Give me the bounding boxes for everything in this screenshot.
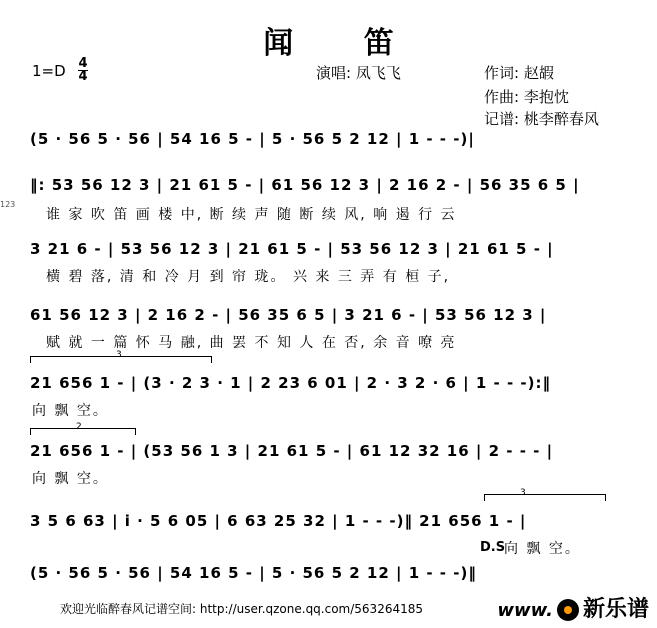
- notation-line: 61 56 12 3 | 2 16 2 - | 56 35 6 5 | 3 21 6 - | 53 56 12 3 |: [30, 306, 547, 324]
- notation-line: (5 · 56 5 · 56 | 54 16 5 - | 5 · 56 5 2 12 | 1 - - -)|: [30, 130, 475, 148]
- singer-name: 凤飞飞: [355, 64, 401, 82]
- lyricist-label: 作词:: [484, 64, 520, 82]
- singer-credit: [316, 62, 401, 83]
- notation-line: 21 656 1 - | (3 · 2 3 · 1 | 2 23 6 01 | 2 · 3 2 · 6 | 1 - - -):‖: [30, 374, 551, 392]
- lyric-line: 向 飘 空。: [504, 541, 581, 557]
- notation-line: 21 656 1 - | (53 56 1 3 | 21 61 5 - | 61 12 32 16 | 2 - - - |: [30, 442, 554, 460]
- lyric-line: 向 飘 空。: [32, 471, 109, 487]
- time-signature: [78, 58, 88, 83]
- brand-name: 新乐谱: [582, 597, 649, 622]
- tuplet-bracket: [30, 428, 136, 435]
- ds-marking: D.S: [480, 540, 506, 555]
- time-signature-top: 4: [78, 56, 88, 71]
- score-row-2: [0, 236, 657, 296]
- transcriber-credit: [484, 108, 599, 129]
- brand-www: www.: [497, 600, 553, 621]
- lyric-line: 横 碧 落, 清 和 冷 月 到 帘 珑。 兴 来 三 弄 有 桓 子,: [46, 269, 451, 285]
- tuplet-bracket: [484, 494, 606, 501]
- notation-line: (5 · 56 5 · 56 | 54 16 5 - | 5 · 56 5 2 12 | 1 - - -)‖: [30, 564, 477, 582]
- tuplet-number: 3: [520, 488, 526, 498]
- score-row-4: [0, 370, 657, 430]
- verse-numbers: 123: [0, 200, 16, 209]
- lyric-line: 向 飘 空。: [32, 403, 109, 419]
- score-row-5: [0, 438, 657, 498]
- lyricist-name: 赵嘏: [523, 64, 554, 82]
- singer-label: 演唱:: [316, 64, 352, 82]
- transcriber-label: 记谱:: [484, 110, 520, 128]
- page-title: 闻 笛: [263, 26, 424, 61]
- site-brand: [497, 592, 649, 623]
- tuplet-number: 3: [116, 350, 122, 360]
- score-row-6: [0, 508, 657, 568]
- score-row-1: [0, 172, 657, 232]
- score-row-3: [0, 302, 657, 362]
- time-signature-bottom: 4: [78, 69, 88, 84]
- tuplet-number: 2: [76, 422, 82, 432]
- notation-line: 3 5 6 63 | i · 5 6 05 | 6 63 25 32 | 1 - - -)‖ 21 656 1 - |: [30, 512, 527, 530]
- transcriber-name: 桃李醉春风: [523, 110, 599, 128]
- footer-credit: 欢迎光临醉春风记谱空间: http://user.qzone.qq.com/563264185: [60, 602, 424, 616]
- composer-label: 作曲:: [484, 88, 520, 106]
- notation-line: 3 21 6 - | 53 56 12 3 | 21 61 5 - | 53 56 12 3 | 21 61 5 - |: [30, 240, 554, 258]
- lyric-line: 赋 就 一 篇 怀 马 融, 曲 罢 不 知 人 在 否, 余 音 嘹 亮: [46, 335, 457, 351]
- vinyl-record-icon: [557, 599, 579, 621]
- lyricist-credit: [484, 62, 554, 83]
- notation-line: ‖: 53 56 12 3 | 21 61 5 - | 61 56 12 3 | 2 16 2 - | 56 35 6 5 |: [30, 176, 580, 194]
- lyric-line: 谁 家 吹 笛 画 楼 中, 断 续 声 随 断 续 风, 响 遏 行 云: [46, 207, 457, 223]
- composer-name: 李抱忱: [523, 88, 569, 106]
- composer-credit: [484, 86, 569, 107]
- key-signature: 1=D: [32, 62, 66, 80]
